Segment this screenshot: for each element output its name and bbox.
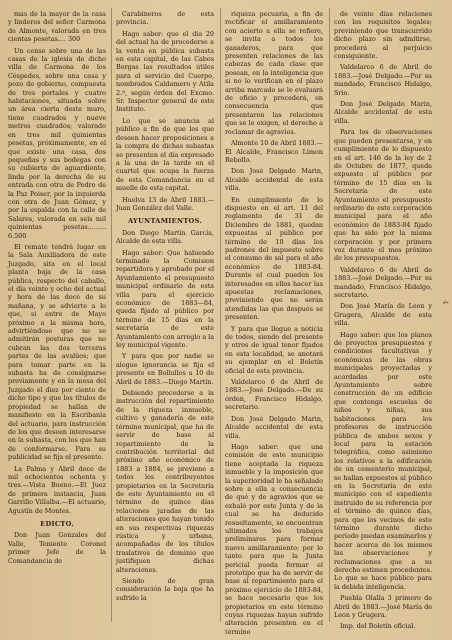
column-2	[116, 10, 214, 622]
paragraph: Lo que se anuncia al público a fin de que los que deseen hacer proposiciones a la compra de dichas subastas se presenten el día expresado a la una de la tarde en el cuartel que ocupa la fuerza de esta Comandancia en el muelle de esta capital.	[116, 116, 214, 193]
paragraph: Y para que llegue a noticia de todos, siendo del presente y otros de igual tenor fijados en esta localidad, se anotará su ejemplar en el Boletín oficial de esta provincia.	[225, 324, 323, 375]
column-1	[8, 10, 106, 622]
section-heading: AYUNTAMIENTOS.	[127, 217, 203, 226]
paragraph: Don Diego Martín García, Alcalde de esta villa.	[116, 228, 214, 246]
paragraph: Don José Delgado Marin, Alcalde accidental de esta villa.	[225, 167, 323, 193]
paragraph: Don José Delgado Marin, Alcalde accidental de esta villa.	[334, 100, 432, 125]
paragraph: Huelva 13 de Abril 1883.—Juan González del Valle.	[116, 195, 214, 212]
column-divider	[220, 8, 221, 622]
paragraph: Imp. del Boletín oficial.	[340, 622, 416, 631]
paragraph: Siendo de gran consideración la baja que ha sufrido la	[116, 577, 214, 602]
column-divider	[111, 8, 112, 622]
column-3	[225, 10, 323, 636]
paragraph: Don Juan Gonzales del Valle, Teniente Coronel primer Jefe de la Comandancia de	[8, 531, 106, 565]
paragraph: Carabineros de esta provincia.	[116, 10, 214, 27]
paragraph: Valdelarco 6 de Abril de 1883.—José Delgado.—Por su mandado, Francisco Hidalgo, secretario.	[334, 265, 432, 299]
paragraph: Almonte 10 de Abril 1883.—El Alcalde, Francisco Limon Rebollo.	[225, 139, 323, 164]
column-divider	[329, 8, 330, 622]
paragraph: mas de la mayor de la casa y linderos del señor Carmona de Almonte, valorada en tres cientas pesetas.... 300	[8, 10, 106, 44]
paragraph: El remate tendrá lugar en la Sala Auxiliadora de este Juzgado, sita en el local planta baja de la casa pública, respecto del caballo, el día veinte y ocho del actual y hora de las doce de su mañana, y se advierte a lo que, si entre de Mayo próximo a la misma hora, advirtiéndose que no se admitirán posturas que no cubran las dos terceras partes de las avalúos; que para tomar parte en la subasta ha de consignarse previamente y en la mesa del Juzgado el diez por ciento de dicho tipo y que los títulos de propiedad se hallan de manifiesto en la Escribanía del actuario, para instrucción de los que deseen interesarse en la subasta, con los que han de conformarse. Para su publicidad se fija el presente.	[8, 242, 106, 462]
section-heading: EDICTO.	[40, 519, 74, 528]
paragraph: La Palma y Abril doce de mil ochocientos ochenta y tres.—Vista Bueno.—El Juez de primera instancia, Juan Garrillo Villalba.—El actuario, Agustín de Montes.	[8, 464, 106, 515]
paragraph: Hago saber: que el día 29 del actual ha de procederse a la venta en pública subasta en esta capital, de las Cabos Bergas las resultados útiles para el servicio del Cuerpo, nombrados Caldamero y Atila 2.º, según órden del Excmo. Sr. Inspector general de este Instituto.	[116, 29, 214, 114]
paragraph: Hago saber: Que habiendo terminado la Comision repartidora y aprobado por el Ayuntamiento el presupuesto municipal ordinario de esta villa para el ejercicio económico de 1883—84, queda fijado al público por término de 15 días en la secretaría de este Ayuntamiento con arreglo a la ley municipal vigente.	[116, 248, 215, 350]
paragraph: Y para que por nadie se alegue ignorancia se fija el presente en Bollullos a 10 de Abril de 1883.—Diego Martín.	[116, 352, 214, 386]
paragraph: Valdelarco 6 de Abril de 1883.—José Delgado.—Por su mandado, Francisco Hidalgo, Srio.	[334, 63, 432, 97]
paragraph: Un censo sobre una de las casas de la iglesia de dicho villa de Carmona de los Céspedes, sobre una casa y pozo de gobierno, compuesta de tres portales y cuatro habitaciones, situada sobre un área cierta deste muro, tiene cuadrados y nueve metros cuadrados; valorado en tres mil quinientas pesetas, próximamente, en el que existe una casa, dos pequeñas y sus bodegas con su cubierta de aguardiente, linda por la derecha de su entrada con otra de Pedro de la Paz Poiser, por la izquierda con otra de Juan Gómez, y por la espalda con la calle de Salares, valorada en seis mil quinientas pesetas......... 6.500	[8, 46, 106, 240]
paragraph: Debiendo procederse a la instrucción del repartimiento de la riqueza inmueble, cultivo y ganadería de este término municipal, que ha de servir de base al repartimiento de la contribución territorial del próximo año económico de 1883 a 1884, se previene a todos los contribuyentes propietarios en la Secretaría de este Ayuntamiento en el término de quince días relaciones juradas de las alteraciones que hayan tenido en sus respectivas riquezas rústica y urbana, acompañadas de los títulos traslativos de dominio que justifiquen dichas alteraciones.	[116, 389, 214, 574]
column-4	[334, 10, 432, 631]
paragraph: riqueza pecuaria, a fin de rectificar el amillaramiento con acierto a ella se refiere, se invita a todos los ganaderos, para que presenten relaciones de las cabezas de cada clase que posean, en la inteligencia que si no lo verifican en el plazo arriba marcado se le evaluará de oficio y procederá, en consecuencia que presentaron las relaciones que se le exigen, el derecho a reclamar de agravios.	[225, 10, 323, 136]
paragraph: de veinte días relaciones con los requisitos legales; previniendo que transcurrido dicho plazo sin admitirse, procederá al perjuicio consiguiente.	[334, 10, 432, 61]
page-number: 4	[441, 300, 449, 305]
paragraph: Valdelarco 6 de Abril de 1883.—José Delgado.—De su órden, Francisco Hidalgo, secretario.	[225, 378, 323, 412]
paragraph: Puebla Olalla 3 primero de Abril de 1883.—José María de Leon y Grugera.	[334, 594, 432, 620]
paragraph: Hago saber: que los planos de proyectos presupuestos y condiciones facultativas y económicas de las obras municipales proyectadas y acordadas por este Ayuntamiento sobre construcción de un edificio que contenga escuelas de niños y niñas, sus habitaciones para los profesores de instrucción pública de ambos sexos y local para la estación telegráfica, como asimismo los relativos a la edificación de un cementerio municipal, se hallan expuestos al público en la Secretaría de este municipio con el expediente instruido de su referencia por el término de quince días, para que los vecinos de este término durante dicho período puedan examinarlos y hacer acerca de los mismos las observaciones y reclamaciones que a su derecho estimen procedentes. Lo que se hace público para la debida inteligencia.	[334, 330, 432, 591]
paragraph: En cumplimiento de lo dispuesto en el art. 11 del reglamento de 31 de Diciembre de 1881, quedan expuestas al público por término de 10 días los padrones del impuesto sobre el consumo de sal para el año económico de 1883-84. Durante el cual pueden los interesados en ellos hacer las apuestas reclamaciones, previniendo que no serán atendidas las que después se presenten.	[225, 195, 323, 322]
paragraph: Don José María de Leon y Grugera, Alcalde de esta villa.	[334, 302, 432, 328]
paragraph: Para los de observaciones que pueden presentarse, y en cumplimiento de lo dispuesto en el art. 146 de la ley de 2 de Octubre de 1877, queda expuesto al público por término de 15 días en la Secretaría de este Ayuntamiento el presupuesto ordinario de este corporación municipal para el año económico de 1883-84 fijado que ha sido por la misma corporación y por primera vez durante el mes próximo de los presupuestos.	[334, 128, 432, 263]
paragraph: Hago saber: que una comisión de este municipio tiene aceptada la riqueza inmueble y la imposición que la superioridad le ha señalado sobre a ella a consecuencia de qué y de agravios que se exhaló por este Junta y de la cual se ha deducido resueltamente, se encuentran ultimados los trabajos preliminares para formar nuevo amillaramiento; por lo tanto para que la Junta pericial pueda formar el prototipo que ha de servir de base al repartimiento para el próximo ejercicio de 1883-84, se hace necesario que los propietarios en este término cuyas riquezas hayan sufrido alteración presenten en el término	[225, 442, 323, 636]
paragraph: Don José Delgado Marin, Alcalde accidental de esta villa.	[225, 414, 323, 440]
